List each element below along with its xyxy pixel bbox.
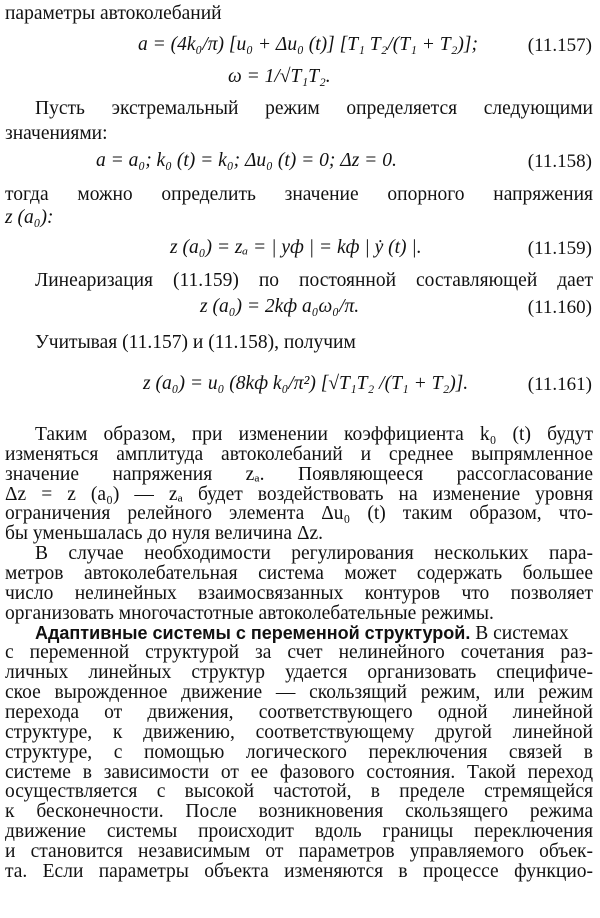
equation-11-157: a = (4k₀/π) [u₀ + Δu₀ (t)] [T₁ T₂/(T₁ + T₂)]; xyxy=(138,34,478,55)
text-line: ское вырожденное движение — скользящий режим, или режим xyxy=(5,682,593,703)
text-line: Таким образом, при изменении коэффициента k₀ (t) будут xyxy=(35,424,593,445)
equation-11-160: z (a₀) = 2kф a₀ω₀/π. xyxy=(200,296,360,317)
text-line: организовать многочастотные автоколебательные режимы. xyxy=(5,602,494,624)
text-line: число нелинейных взаимосвязанных контуров что позволяет xyxy=(5,582,593,604)
text-line: личных линейных структур удается организовать специфиче- xyxy=(5,662,593,684)
equation-number: (11.159) xyxy=(527,238,592,259)
text-line: перехода от движения, соответствующего одной линейной xyxy=(5,701,593,723)
text-line: изменяться амплитуда автоколебаний и среднее выпрямленное xyxy=(5,443,593,465)
text-line: ограничения релейного элемента Δu₀ (t) таким образом, что- xyxy=(5,503,593,525)
text-line: к бесконечности. После возникновения скользящего режима xyxy=(5,801,593,823)
text-line: значениями: xyxy=(5,123,108,144)
text-line: метров автоколебательная система может содержать большее xyxy=(5,563,593,584)
text-line: Учитывая (11.157) и (11.158), получим xyxy=(35,332,356,353)
equation-11-158: a = a₀; k₀ (t) = k₀; Δu₀ (t) = 0; Δz = 0. xyxy=(96,150,397,171)
text-line: системе в зависимости от ее фазового состояния. Такой переход xyxy=(5,761,593,783)
text-line: осуществляется с высокой частотой, в пределе стремящейся xyxy=(5,781,593,803)
text-line: В случае необходимости регулирования нескольких пара- xyxy=(35,543,593,565)
text-line: значение напряжения zₐ. Появляющееся рассогласование xyxy=(5,463,593,485)
text-line: Линеаризация (11.159) по постоянной составляющей дает xyxy=(35,270,593,291)
text-line: с переменной структурой за счет нелинейного сочетания раз- xyxy=(5,642,593,664)
text-line: структуре, с помощью логического переключения связей в xyxy=(5,741,593,763)
equation-11-159: z (a₀) = zₐ = | yф | = kф | ẏ (t) |. xyxy=(170,237,422,258)
section-paragraph-start xyxy=(35,624,569,644)
text-line: и становится независимым от параметров управляемого объек- xyxy=(5,840,593,862)
equation-number: (11.158) xyxy=(527,151,592,172)
section-heading: Адаптивные системы с переменной структурой. xyxy=(35,622,471,643)
text-line: та. Если параметры объекта изменяются в процессе функцио- xyxy=(5,860,593,882)
text-line: структуре, к движению, соответствующему другой линейной xyxy=(5,721,593,743)
text-line: параметры автоколебаний xyxy=(5,3,222,24)
text-line: z (a₀): xyxy=(5,207,54,228)
equation-number: (11.161) xyxy=(527,374,592,395)
text-line: движение системы происходит вдоль границы переключения xyxy=(5,821,593,842)
equation-omega: ω = 1/√T₁T₂. xyxy=(228,66,331,87)
text-line: Пусть экстремальный режим определяется следующими xyxy=(35,98,593,119)
equation-number: (11.160) xyxy=(527,297,592,318)
text-line: бы уменьшалась до нуля величина Δz. xyxy=(5,523,324,545)
text-line: тогда можно определить значение опорного напряжения xyxy=(5,184,593,205)
equation-number: (11.157) xyxy=(527,35,592,56)
equation-11-161: z (a₀) = u₀ (8kф k₀/π²) [√T₁T₂ /(T₁ + T₂)]. xyxy=(143,373,469,394)
text-line: Δz = z (a₀) — zₐ будет воздействовать на изменение уровня xyxy=(5,483,593,505)
text-run: В системах xyxy=(470,622,569,644)
